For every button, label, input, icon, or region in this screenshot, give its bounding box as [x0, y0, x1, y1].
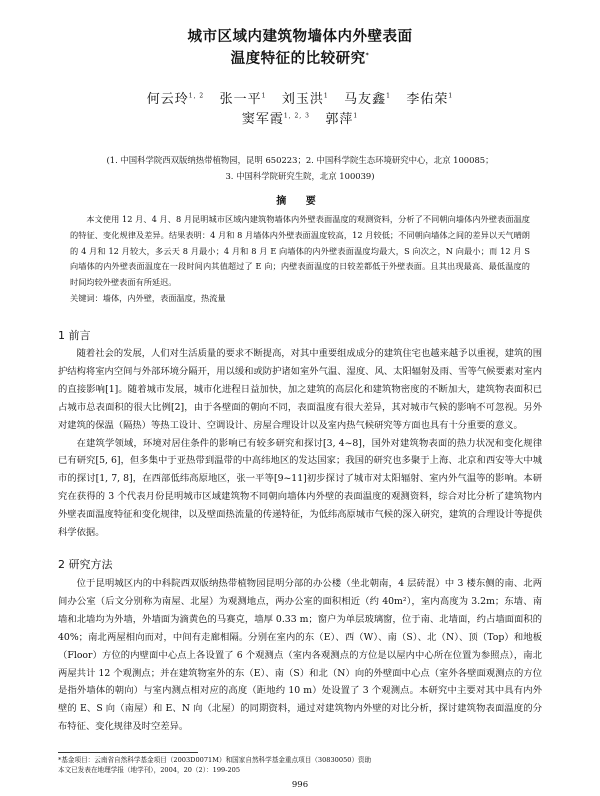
title-line-2-text: 温度特征的比较研究 [230, 51, 366, 67]
author-affil: 1 [386, 92, 391, 100]
author-line-2 [0, 110, 600, 130]
paragraph: 在建筑学领域，环境对居住条件的影响已有较多研究和探讨[3, 4~8]，国外对建筑物表面的热力状况和变化规律已有研究[5, 6]，但多集中于亚热带到温带的中高纬地区的发达国家；我国的研究也多聚于上海、北京和西安等大中城市的探讨[1, 7, 8]，在西部低纬高原地区，张一平等[9~11]初步探讨了城市对太阳辐射、室内外气温等的影响。本研究在获得的 3 个代表月份昆明城市区域建筑物不同朝向墙体内外壁的表面温度的观测资料，综合对比分析了建筑物内外壁表面温度特征和变化规律，以及壁面热流量的传递特征，为低纬高原城市气候的深入研究，建筑的合理设计等提供科学依据。 [58, 437, 542, 539]
footnote [58, 755, 542, 775]
section-1-body [58, 345, 542, 542]
author-name: 郭萍 [325, 112, 354, 127]
section-1-title: 1 前言 [58, 329, 91, 342]
author-name: 何云玲 [146, 92, 189, 107]
author-affil: 1 [261, 92, 267, 100]
title-line-1: 城市区域内建筑物墙体内外壁表面 [187, 29, 413, 45]
page-number: 996 [291, 780, 309, 790]
author-name: 刘玉洪 [281, 92, 324, 107]
section-2-body [58, 575, 542, 736]
author-affil: 1 [448, 92, 454, 100]
author-list [0, 90, 600, 130]
footnote-line-1: *基金项目：云南省自然科学基金项目（2003D0071M）和国家自然科学基金重点项目（30830050）资助 [58, 756, 372, 764]
author-name: 张一平 [219, 92, 262, 107]
author-name: 窦军霞 [241, 112, 284, 127]
keywords-label: 关键词： [70, 293, 103, 303]
keywords-list: 墙体，内外壁，表面温度，热流量 [102, 293, 226, 303]
title-footnote-marker: * [365, 52, 370, 60]
author-affil: 1, 2, 3 [283, 112, 310, 120]
title-line-2 [0, 48, 600, 70]
section-2-title: 2 研究方法 [58, 558, 113, 571]
author-affil: 1 [323, 92, 329, 100]
footnote-divider [58, 752, 198, 753]
affiliation-line-1: (1. 中国科学院西双版纳热带植物园，昆明 650223；2. 中国科学院生态环境研究中心，北京 100085； [106, 155, 494, 165]
author-affil: 1, 2 [188, 92, 205, 100]
footnote-line-2: 本文已发表在地理学报（地学刊），2004，20（2）：199-205 [58, 766, 241, 774]
author-name: 马友鑫 [344, 92, 387, 107]
keywords [70, 291, 530, 306]
author-line-1 [0, 90, 600, 110]
author-affil: 1 [353, 112, 359, 120]
abstract-text: 本文使用 12 月、4 月、8 月昆明城市区域内建筑物墙体内外壁表面温度的观测资料，分析了不同朝向墙体内外壁表面温度的特征、变化规律及差异。结果表明：4 月和 8 月墙体内外壁表面温度较高，12 月较低；不同朝向墙体之间的差异以天气晴朗的 4 月和 12 月较大，多云天 8 月最小；4 月和 8 月 E 向墙体的内外壁表面温度均最大，S 向次之，N 向最小；而 12 月 S 向墙体的内外壁表面温度在一段时间内其值超过了 E 向；内壁表面温度的日较差都低于外壁表面。且其出现最高、最低温度的时间均较外壁表面有所延迟。 [70, 214, 530, 288]
author-name: 李佑荣 [406, 92, 449, 107]
paragraph: 位于昆明城区内的中科院西双版纳热带植物园昆明分部的办公楼（坐北朝南，4 层砖混）中 3 楼东侧的南、北两间办公室（后文分别称为南屋、北屋）为观测地点，两办公室的面积相近（约 40m²），室内高度为 3.2m；东墙、南墙和北墙均为外墙，外墙面为滴黄色的马赛克，墙厚 0.33 m；窗户为单层玻璃窗，位于南、北墙面，约占墙面面积的 40%；南北两屋相向而对，中间有走廊相隔。分别在室内的东（E）、西（W）、南（S）、北（N）、顶（Top）和地板（Floor）方位的内壁面中心点上各设置了 6 个观测点（室内各观测点的方位是以屋内中心所在位置为参照点），南北两屋共计 12 个观测点；并在建筑物室外的东（E）、南（S）和北（N）向的外壁面中心点（室外各壁面观测点的方位是指外墙体的朝向）与室内测点相对应的高度（距地约 10 m）处设置了 3 个观测点。本研究中主要对其中具有内外壁的 E、S 向（南屋）和 E、N 向（北屋）的同期资料，通过对建筑物内外壁的对比分析，探讨建筑物表面温度的分布特征、变化规律及时空差异。 [58, 578, 542, 733]
affiliations [0, 152, 600, 184]
paragraph: 随着社会的发展，人们对生活质量的要求不断提高，对其中重要组成成分的建筑住宅也越来越予以重视，建筑的围护结构将室内空间与外部环境分隔开，用以缓和或防护诸如室外气温、湿度、风、太阳辐射及雨、雪等气候要素对室内的直接影响[1]。随着城市发展，城市化进程日益加快，加之建筑的高层化和建筑物密度的不断加大，建筑物表面积已占城市总表面积的很大比例[2]，由于各壁面的朝向不同，表面温度有很大差异，其对城市气候的影响不可忽视。另外对建筑的保温（隔热）等热工设计、空调设计、房屋合理设计以及室内热气候研究等方面也具有十分重要的意义。 [58, 348, 542, 431]
affiliation-line-2: 3. 中国科学院研究生院，北京 100039) [225, 171, 375, 181]
paper-title [0, 26, 600, 70]
abstract-heading: 摘 要 [276, 196, 324, 207]
